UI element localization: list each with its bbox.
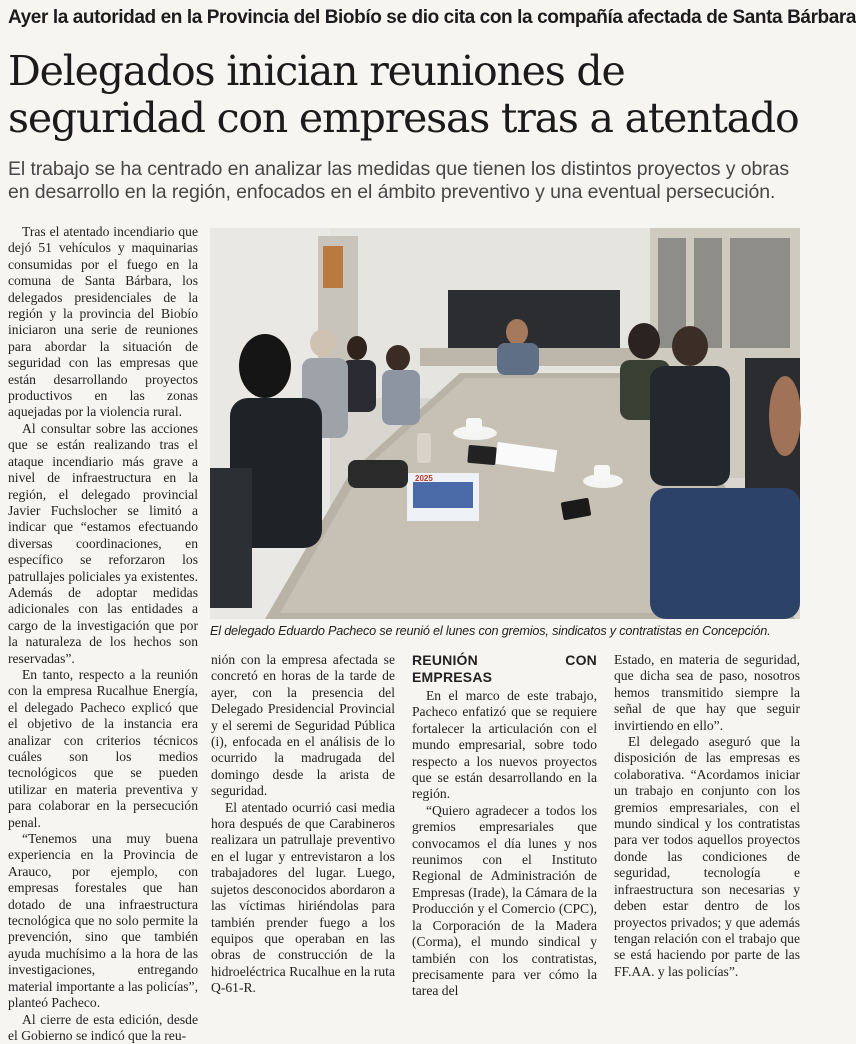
headline-line-2: seguridad con empresas tras a atentado <box>8 95 803 142</box>
article-headline <box>8 48 803 142</box>
deck-line-1: El trabajo se ha centrado en analizar las medidas que tienen los distintos proyectos y obras <box>8 158 803 181</box>
deck-line-2: en desarrollo en la región, enfocados en el ámbito preventivo y una eventual persecución. <box>8 181 803 204</box>
calendar-year: 2025 <box>415 474 433 483</box>
paragraph: El atentado ocurrió casi media hora después de que Carabineros realizara un patrullaje preventivo en el lugar y entrevistaron a los trabajadores del lugar. Luego, sujetos desconocidos abordaron a las víctimas hiriéndolas para también prender fuego a los equipos que operaban en las obras de construcción de la hidroeléctrica Rucalhue en la ruta Q-61-R. <box>211 800 395 997</box>
paragraph: Estado, en materia de seguridad, que dicha sea de paso, nosotros hemos transmitido siempre la señal de que hay que seguir invirtiendo en ello”. <box>614 652 800 734</box>
body-column-2 <box>211 652 395 997</box>
article-kicker: Ayer la autoridad en la Provincia del Biobío se dio cita con la compañía afectada de Santa Bárbara <box>8 6 803 30</box>
paragraph: Al consultar sobre las acciones que se están realizando tras el ataque incendiario más grave a nivel de infraestructura en la región, el delegado provincial Javier Fuchslocher se limitó a indicar que “estamos efectuando diversas coordinaciones, en específico se reforzaron los patrullajes policiales ya existentes. Además de adoptar medidas adicionales con las entidades a cargo de la investigación que por la naturaleza de los hechos son reservadas”. <box>8 421 198 667</box>
meeting-photo <box>210 228 800 619</box>
headline-line-1: Delegados inician reuniones de <box>8 48 803 95</box>
paragraph: El delegado aseguró que la disposición de las empresas es colaborativa. “Acordamos iniciar un trabajo en conjunto con los gremios empresariales, con el mundo sindical y los contratistas para ver todos aquellos proyectos donde las condiciones de seguridad, tecnología e infraestructura son necesarias y deben estar dentro de los proyectos privados; y que además tengan relación con el trabajo que se está haciendo por parte de las FF.AA. y las policías”. <box>614 734 800 980</box>
paragraph: En tanto, respecto a la reunión con la empresa Rucalhue Energía, el delegado Pacheco explicó que el objetivo de la instancia era analizar con criterios técnicos cuáles son los medios tecnológicos que se pueden utilizar en materia preventiva y para colaborar en la persecución penal. <box>8 667 198 831</box>
paragraph: Tras el atentado incendiario que dejó 51 vehículos y maquinarias consumidas por el fuego en la comuna de Santa Bárbara, los delegados presidenciales de la región y la provincia del Biobío iniciaron una serie de reuniones para abordar la situación de seguridad con las empresas que están desarrollando proyectos productivos en las zonas aquejadas por la violencia rural. <box>8 224 198 421</box>
article-deck <box>8 158 803 204</box>
body-column-3 <box>412 652 597 1000</box>
paragraph: nión con la empresa afectada se concretó en horas de la tarde de ayer, con la presencia del Delegado Presidencial Provincial y el seremi de Seguridad Pública (i), enfocada en el análisis de lo ocurrido la madrugada del domingo desde la arista de seguridad. <box>211 652 395 800</box>
body-column-1 <box>8 224 198 950</box>
photo-caption: El delegado Eduardo Pacheco se reunió el lunes con gremios, sindicatos y contratistas en Concepción. <box>210 623 802 639</box>
section-subhead: REUNIÓN CON EMPRESAS <box>412 652 597 686</box>
paragraph: “Quiero agradecer a todos los gremios empresariales que convocamos el día lunes y nos reunimos con el Instituto Regional de Administración de Empresas (Irade), la Cámara de la Producción y el Comercio (CPC), la Corporación de la Madera (Corma), el mundo sindical y también con los contratistas, precisamente para ver cómo la tarea del <box>412 803 597 1000</box>
paragraph: “Tenemos una muy buena experiencia en la Provincia de Arauco, por ejemplo, con empresas forestales que han dotado de una infraestructura tecnológica que no solo permite la prevención, sino que también ayuda muchísimo a la hora de las investigaciones, entregando material importante a las policías”, planteó Pacheco. <box>8 831 198 1011</box>
paragraph: Al cierre de esta edición, desde el Gobierno se indicó que la reu- <box>8 1012 198 1044</box>
body-column-4 <box>614 652 800 980</box>
paragraph: En el marco de este trabajo, Pacheco enfatizó que se requiere fortalecer la articulación con el mundo empresarial, sobre todo respecto a los nuevos proyectos que se están desarrollando en la región. <box>412 688 597 803</box>
